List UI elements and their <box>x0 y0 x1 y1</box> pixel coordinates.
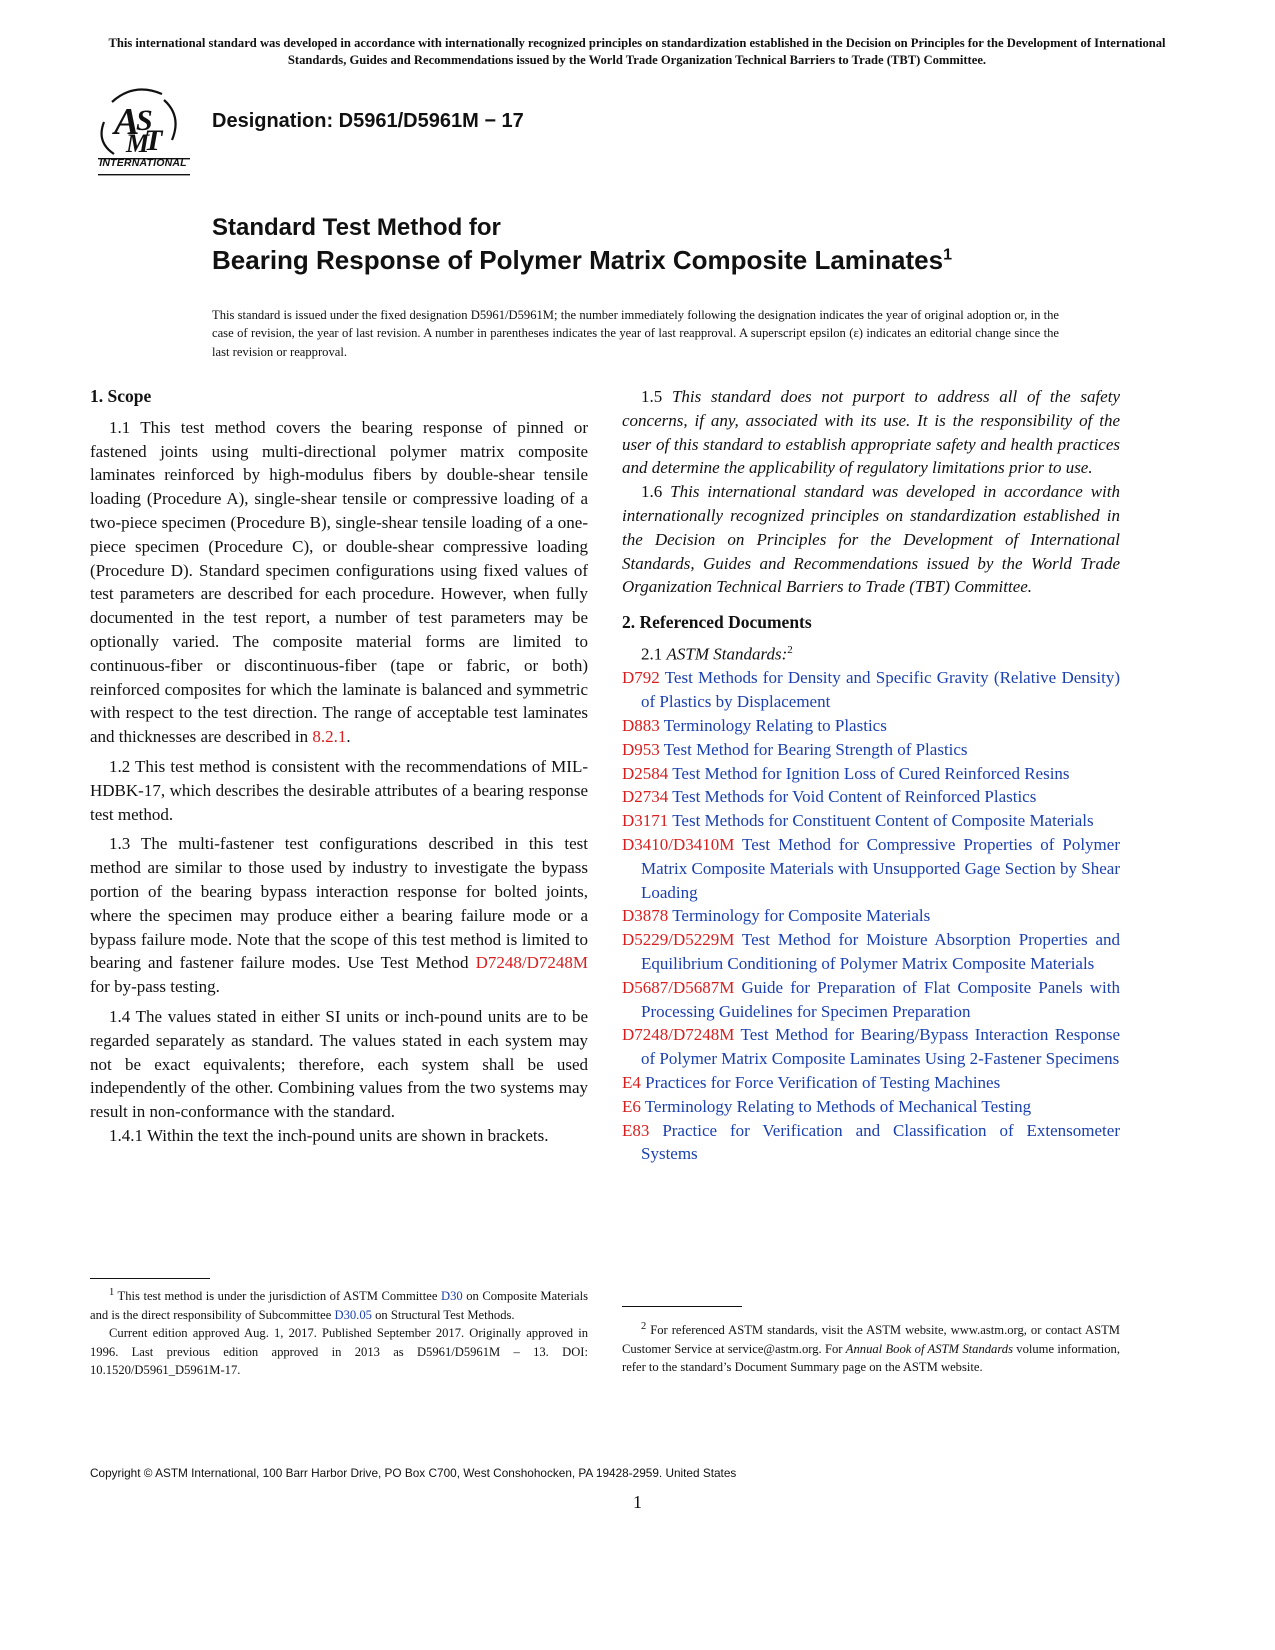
link-8-2-1[interactable]: 8.2.1 <box>312 727 347 747</box>
reference-code-link[interactable]: D2584 <box>622 763 669 783</box>
reference-title-link[interactable]: Test Methods for Density and Specific Gravity (Relative Density) of Plastics by Displacement <box>641 668 1121 712</box>
title-footnote-mark: 1 <box>943 246 952 264</box>
reference-list <box>622 666 1120 1166</box>
reference-item <box>622 1023 1120 1071</box>
reference-code-link[interactable]: D792 <box>622 668 660 688</box>
para-1-1: 1.1 This test method covers the bearing response of pinned or fastened joints using multi-directional polymer matrix composite laminates reinforced by high-modulus fibers by double-shear tensile loading (Procedure A), single-shear tensile or compressive loading of a two-piece specimen (Procedure B), single-shear tensile loading of a one-piece specimen (Procedure C), or double-shear compressive loading (Procedure D). Standard specimen configurations using fixed values of test parameters are described for each procedure. However, when fully documented in the test report, a number of test parameters may be optionally varied. The composite material forms are limited to continuous-fiber or discontinuous-fiber (tape or fabric, or both) reinforced composites for which the laminate is balanced and symmetric with respect to the test direction. The range of acceptable test laminates and thicknesses are described in 8.2.1. <box>90 417 588 747</box>
page-number: 1 <box>633 1492 642 1512</box>
title-line-2 <box>212 245 952 276</box>
reference-title-link[interactable]: Test Method for Bearing/Bypass Interaction Response of Polymer Matrix Composite Laminates Using 2-Fastener Specimens <box>641 1025 1120 1069</box>
reference-code-link[interactable]: D3171 <box>622 811 669 831</box>
reference-code-link[interactable]: D5687/D5687M <box>622 977 735 997</box>
para-2-1: 2.1 ASTM Standards:$^2$ <box>641 643 793 664</box>
reference-item <box>622 976 1120 1024</box>
reference-title-link[interactable]: Practice for Verification and Classification of Extensometer Systems <box>641 1120 1120 1164</box>
reference-title-link[interactable]: Guide for Preparation of Flat Composite Panels with Processing Guidelines for Specimen Preparation <box>641 977 1120 1021</box>
reference-item <box>622 809 1120 833</box>
footnote-1: $^1$ This test method is under the jurisdiction of ASTM Committee D30 on Composite Materials and is the direct responsibility of Subcommittee D30.05 on Structural Test Methods. Current edition approved Aug. 1, 2017. Published September 2017. Originally approved in 1996. Last previous edition approved in 2013 as D5961/D5961M – 13. DOI: 10.1520/D5961_D5961M-17. <box>90 1284 588 1380</box>
top-notice: This international standard was developed in accordance with internationally recognized principles on standardization established in the Decision on Principles for the Development of International Standards, Guides and Recommendations issued by the World Trade Organization Technical Barriers to Trade (TBT) Committee. <box>108 36 1166 67</box>
reference-title-link[interactable]: Terminology Relating to Plastics <box>663 716 887 736</box>
reference-code-link[interactable]: E6 <box>622 1096 641 1116</box>
standard-intro: This standard is issued under the fixed designation D5961/D5961M; the number immediately following the designation indicates the year of original adoption or, in the case of revision, the year of last revision. A number in parentheses indicates the year of last reapproval. A superscript epsilon (ε) indicates an editorial change since the last revision or reapproval. <box>212 308 1059 359</box>
link-d30-05[interactable]: D30.05 <box>334 1307 372 1322</box>
reference-item <box>622 762 1120 786</box>
reference-item <box>622 904 1120 928</box>
para-1-2: 1.2 This test method is consistent with the recommendations of MIL-HDBK-17, which describes the desirable attributes of a bearing response test method. <box>90 756 588 824</box>
reference-item <box>622 738 1120 762</box>
reference-item <box>622 714 1120 738</box>
section-heading-refs: 2. Referenced Documents <box>622 612 812 633</box>
reference-title-link[interactable]: Test Method for Bearing Strength of Plastics <box>663 739 968 759</box>
reference-title-link[interactable]: Terminology for Composite Materials <box>672 906 931 926</box>
reference-code-link[interactable]: D953 <box>622 739 660 759</box>
reference-title-link[interactable]: Test Method for Compressive Properties of Polymer Matrix Composite Materials with Unsupported Gage Section by Shear Loading <box>641 835 1120 902</box>
title-main: Bearing Response of Polymer Matrix Composite Laminates <box>212 245 944 275</box>
link-d30[interactable]: D30 <box>441 1289 463 1304</box>
reference-code-link[interactable]: D7248/D7248M <box>622 1025 735 1045</box>
para-1-4: 1.4 The values stated in either SI units or inch-pound units are to be regarded separately as standard. The values stated in each system may not be exact equivalents; therefore, each system shall be used independently of the other. Combining values from the two systems may result in non-conformance with the standard. <box>90 1006 588 1122</box>
reference-title-link[interactable]: Test Methods for Constituent Content of Composite Materials <box>672 811 1094 831</box>
reference-code-link[interactable]: E83 <box>622 1120 650 1140</box>
reference-code-link[interactable]: E4 <box>622 1072 641 1092</box>
astm-logo <box>90 84 196 176</box>
reference-title-link[interactable]: Terminology Relating to Methods of Mechanical Testing <box>644 1096 1032 1116</box>
designation: Designation: D5961/D5961M − 17 <box>212 110 524 132</box>
footnote-1-edition: Current edition approved Aug. 1, 2017. Published September 2017. Originally approved in 1996. Last previous edition approved in 2013 as D5961/D5961M – 13. DOI: 10.1520/D5961_D5961M-17. <box>90 1326 588 1378</box>
footnote-rule-right <box>622 1306 742 1307</box>
reference-item <box>622 1095 1120 1119</box>
reference-item <box>622 928 1120 976</box>
footnote-2: $^2$ For referenced ASTM standards, visit the ASTM website, www.astm.org, or contact ASTM Customer Service at service@astm.org. For Annual Book of ASTM Standards volume information, refer to the standard’s Document Summary page on the ASTM website. <box>622 1321 1120 1375</box>
title-line-1: Standard Test Method for <box>212 214 501 241</box>
logo-text: INTERNATIONAL <box>99 157 187 169</box>
reference-item <box>622 785 1120 809</box>
reference-item <box>622 833 1120 904</box>
svg-text:S: S <box>136 104 153 137</box>
copyright: Copyright © ASTM International, 100 Barr Harbor Drive, PO Box C700, West Conshohocken, PA 19428-2959. United States <box>90 1466 737 1480</box>
para-1-3: 1.3 The multi-fastener test configurations described in this test method are similar to those used by industry to investigate the bypass portion of the bearing bypass interaction response for bolted joints, where the specimen may produce either a bearing failure mode or a bypass failure mode. Note that the scope of this test method is limited to bearing and fastener failure modes. Use Test Method D7248/D7248M for by-pass testing. <box>90 834 588 997</box>
reference-code-link[interactable]: D2734 <box>622 787 669 807</box>
reference-title-link[interactable]: Practices for Force Verification of Testing Machines <box>645 1072 1001 1092</box>
reference-code-link[interactable]: D3878 <box>622 906 669 926</box>
reference-title-link[interactable]: Test Methods for Void Content of Reinforced Plastics <box>672 787 1037 807</box>
left-column <box>90 385 588 1148</box>
svg-text:A: A <box>114 101 140 143</box>
reference-title-link[interactable]: Test Method for Ignition Loss of Cured Reinforced Resins <box>672 763 1070 783</box>
reference-code-link[interactable]: D883 <box>622 716 660 736</box>
footnote-rule-left <box>90 1278 210 1279</box>
reference-code-link[interactable]: D3410/D3410M <box>622 835 735 854</box>
svg-text:M: M <box>126 129 150 158</box>
reference-item <box>622 1071 1120 1095</box>
link-d7248[interactable]: D7248/D7248M <box>475 953 588 973</box>
para-1-5: 1.5 This standard does not purport to address all of the safety concerns, if any, associated with its use. It is the responsibility of the user of this standard to establish appropriate safety and health practices and determine the applicability of regulatory limitations prior to use. <box>622 387 1120 478</box>
reference-item <box>622 1119 1120 1167</box>
svg-text:T: T <box>144 124 163 157</box>
para-1-4-1: 1.4.1 Within the text the inch-pound units are shown in brackets. <box>109 1125 549 1145</box>
reference-title-link[interactable]: Test Method for Moisture Absorption Properties and Equilibrium Conditioning of Polymer Matrix Composite Materials <box>641 930 1120 973</box>
para-1-6: 1.6 This international standard was developed in accordance with internationally recognized principles on standardization established in the Decision on Principles for the Development of International Standards, Guides and Recommendations issued by the World Trade Organization Technical Barriers to Trade (TBT) Committee. <box>622 482 1120 597</box>
right-column <box>622 385 1120 1166</box>
reference-code-link[interactable]: D5229/D5229M <box>622 930 735 950</box>
reference-item <box>622 666 1120 714</box>
section-heading-scope: 1. Scope <box>90 386 152 406</box>
